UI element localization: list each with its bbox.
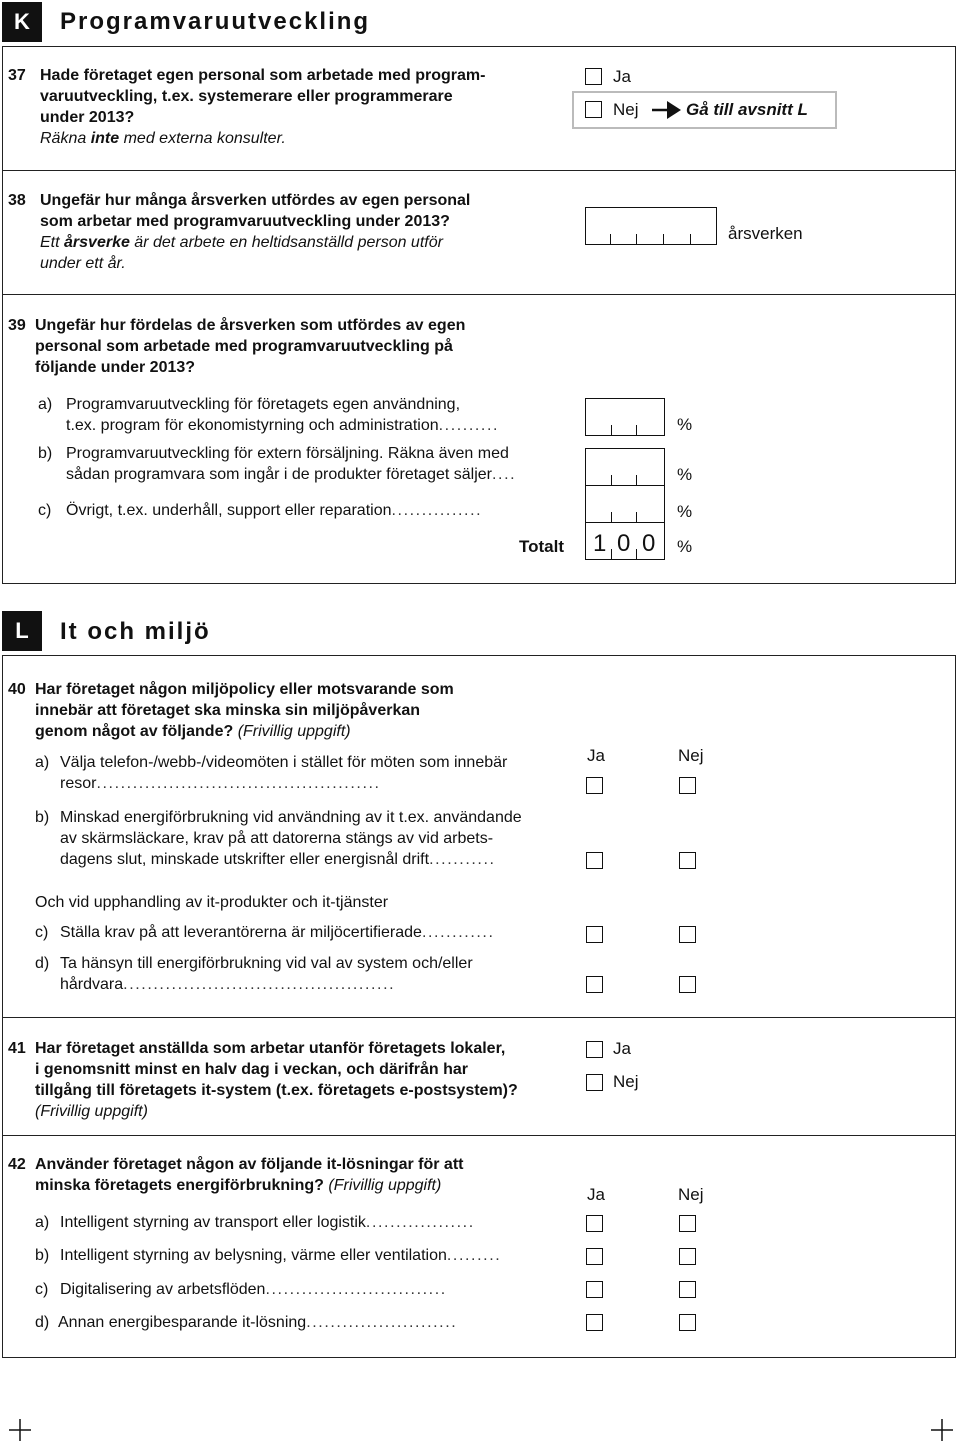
q40c-dots: ............: [421, 924, 495, 941]
q41-line1: Har företaget anställda som arbetar utanför företagets lokaler,: [35, 1040, 506, 1057]
q37-yes-label: Ja: [613, 67, 631, 86]
q40-yes-header: Ja: [587, 746, 605, 765]
q42b-line1: Intelligent styrning av belysning, värme eller ventilation: [60, 1247, 447, 1264]
q42-optional: (Frivillig uppgift): [328, 1177, 442, 1194]
q38-unit-label: årsverken: [728, 224, 803, 243]
q40d-label: d): [35, 955, 50, 972]
q40a-text: [60, 752, 507, 794]
q39c-dots: ...............: [391, 502, 483, 519]
q39-number: 39: [8, 317, 26, 334]
q42a-text: [60, 1212, 475, 1233]
q39b-percent-sign: %: [677, 465, 693, 484]
q41-line3: tillgång till företagets it-system (t.ex. företagets e-postsystem)?: [35, 1082, 518, 1099]
q40b-yes-checkbox[interactable]: [586, 852, 603, 869]
q42d-yes-checkbox[interactable]: [586, 1314, 603, 1331]
q39-line3: följande under 2013?: [35, 359, 196, 376]
q42c-label: c): [35, 1281, 49, 1298]
q40b-text: [60, 807, 522, 870]
crop-mark-right-icon: [930, 1418, 954, 1442]
q39a-label: a): [38, 396, 53, 413]
q40-question: [35, 679, 454, 742]
q42a-yes-checkbox[interactable]: [586, 1215, 603, 1232]
q39a-percent-sign: %: [677, 415, 693, 434]
q41-question: [35, 1038, 518, 1122]
q40a-yes-checkbox[interactable]: [586, 777, 603, 794]
q40-line2: innebär att företaget ska minska sin miljöpåverkan: [35, 702, 421, 719]
q39b-label: b): [38, 445, 53, 462]
q39-total-percent-sign: %: [677, 537, 693, 556]
q42d-label: d): [35, 1314, 50, 1331]
q38-number: 38: [8, 192, 26, 209]
q39-total-digit-3: 0: [642, 530, 656, 557]
q40c-line1: Ställa krav på att leverantörerna är miljöcertifierade: [60, 924, 422, 941]
q40d-line2: hårdvara: [60, 976, 124, 993]
q39b-percent-input[interactable]: [585, 448, 665, 486]
q40-number: 40: [8, 681, 26, 698]
q42b-dots: .........: [446, 1247, 502, 1264]
q39a-percent-input[interactable]: [585, 398, 665, 436]
q39a-text: [66, 394, 499, 436]
q37-number: 37: [8, 67, 26, 84]
q37-line1: Hade företaget egen personal som arbetade med program-: [40, 67, 486, 84]
q37-note-pre: Räkna: [40, 130, 91, 147]
q40d-dots: .............................................: [123, 976, 396, 993]
q40-line3: genom något av följande?: [35, 723, 234, 740]
q42d-no-checkbox[interactable]: [679, 1314, 696, 1331]
q37-no-checkbox[interactable]: [585, 101, 602, 118]
q42a-line1: Intelligent styrning av transport eller logistik: [60, 1214, 366, 1231]
q39-total-label: Totalt: [519, 537, 565, 556]
q38-note-post: är det arbete en heltidsanställd person utför: [129, 234, 443, 251]
q40a-line1: Välja telefon-/webb-/videomöten i stället för möten som innebär: [60, 754, 508, 771]
q39c-line1: Övrigt, t.ex. underhåll, support eller reparation: [66, 502, 392, 519]
q37-line2: varuutveckling, t.ex. systemerare eller programmerare: [40, 88, 453, 105]
q40c-text: [60, 922, 495, 943]
q42a-dots: ..................: [365, 1214, 475, 1231]
q39-line1: Ungefär hur fördelas de årsverken som utfördes av egen: [35, 317, 466, 334]
q38-question: [40, 190, 470, 274]
q42-line2: minska företagets energiförbrukning?: [35, 1177, 324, 1194]
q40a-label: a): [35, 754, 50, 771]
q37-no-label: Nej: [613, 100, 639, 119]
q42c-dots: ..............................: [265, 1281, 447, 1298]
q39c-percent-sign: %: [677, 502, 693, 521]
q41-no-label: Nej: [613, 1072, 639, 1091]
q39c-text: [66, 500, 482, 521]
q42b-yes-checkbox[interactable]: [586, 1248, 603, 1265]
divider-41-42: [2, 1135, 956, 1136]
q38-note-pre: Ett: [40, 234, 65, 251]
q38-note-bold: årsverke: [64, 234, 130, 251]
q42-number: 42: [8, 1156, 26, 1173]
q40d-no-checkbox[interactable]: [679, 976, 696, 993]
q37-question: [40, 65, 485, 149]
q38-line2: som arbetar med programvaruutveckling under 2013?: [40, 213, 450, 230]
q39c-percent-input[interactable]: [585, 485, 665, 523]
q42-line1: Använder företaget någon av följande it-lösningar för att: [35, 1156, 464, 1173]
q41-no-checkbox[interactable]: [586, 1074, 603, 1091]
q42b-no-checkbox[interactable]: [679, 1248, 696, 1265]
arrow-right-icon: [652, 99, 682, 121]
section-l-badge: L: [2, 611, 42, 651]
q41-optional: (Frivillig uppgift): [35, 1103, 148, 1120]
q39a-line2: t.ex. program för ekonomistyrning och administration: [66, 417, 439, 434]
q42c-no-checkbox[interactable]: [679, 1281, 696, 1298]
q40b-dots: ...........: [429, 851, 496, 868]
q39-question: [35, 315, 465, 378]
q42-yes-header: Ja: [587, 1185, 605, 1204]
q40c-no-checkbox[interactable]: [679, 926, 696, 943]
q40a-no-checkbox[interactable]: [679, 777, 696, 794]
q40-line1: Har företaget någon miljöpolicy eller motsvarande som: [35, 681, 454, 698]
q39b-line1: Programvaruutveckling för extern försäljning. Räkna även med: [66, 445, 509, 462]
q42a-label: a): [35, 1214, 50, 1231]
q40a-dots: ...............................................: [96, 775, 381, 792]
q40c-yes-checkbox[interactable]: [586, 926, 603, 943]
q40-subhead: Och vid upphandling av it-produkter och it-tjänster: [35, 894, 389, 911]
q42-no-header: Nej: [678, 1185, 704, 1204]
section-k-title: Programvaruutveckling: [60, 8, 371, 35]
q42b-text: [60, 1245, 501, 1266]
divider-40-41: [2, 1017, 956, 1018]
q42d-dots: .........................: [306, 1314, 458, 1331]
q37-yes-checkbox[interactable]: [585, 68, 602, 85]
q40a-line2: resor: [60, 775, 97, 792]
q40b-line2: av skärmsläckare, krav på att datorerna stängs av vid arbets-: [60, 830, 494, 847]
q39a-line1: Programvaruutveckling för företagets egen användning,: [66, 396, 461, 413]
q37-skip-instruction: Gå till avsnitt L: [686, 100, 808, 119]
q37-note-post: med externa konsulter.: [119, 130, 286, 147]
q38-arsverken-input[interactable]: [585, 207, 717, 245]
q39-line2: personal som arbetade med programvaruutveckling på: [35, 338, 453, 355]
q39-total-digit-2: 0: [617, 530, 631, 557]
q38-note-line2: under ett år.: [40, 255, 126, 272]
q40d-yes-checkbox[interactable]: [586, 976, 603, 993]
divider-37-38: [2, 170, 956, 171]
q40-no-header: Nej: [678, 746, 704, 765]
q37-note-bold: inte: [90, 130, 120, 147]
section-k-badge: K: [2, 2, 42, 42]
q40b-label: b): [35, 809, 50, 826]
q39b-line2: sådan programvara som ingår i de produkter företaget säljer: [66, 466, 492, 483]
q39-total-box: [585, 522, 665, 560]
q40d-text: [60, 953, 473, 995]
q39-total-digit-1: 1: [593, 530, 607, 557]
q39b-text: [66, 443, 516, 485]
q42c-line1: Digitalisering av arbetsflöden: [60, 1281, 266, 1298]
q37-line3: under 2013?: [40, 109, 135, 126]
q38-line1: Ungefär hur många årsverken utfördes av egen personal: [40, 192, 471, 209]
q40c-label: c): [35, 924, 49, 941]
crop-mark-left-icon: [8, 1418, 32, 1442]
q40b-line3: dagens slut, minskade utskrifter eller energisnål drift: [60, 851, 430, 868]
q42-question: [35, 1154, 463, 1196]
divider-38-39: [2, 294, 956, 295]
q40d-line1: Ta hänsyn till energiförbrukning vid val av system och/eller: [60, 955, 473, 972]
q40b-line1: Minskad energiförbrukning vid användning av it t.ex. användande: [60, 809, 522, 826]
q39b-dots: ....: [492, 466, 517, 483]
q41-yes-checkbox[interactable]: [586, 1041, 603, 1058]
q42b-label: b): [35, 1247, 50, 1264]
q42c-text: [60, 1279, 447, 1300]
q40-optional: (Frivillig uppgift): [237, 723, 351, 740]
q41-line2: i genomsnitt minst en halv dag i veckan, och därifrån har: [35, 1061, 468, 1078]
q42d-text: [58, 1312, 457, 1333]
q40b-no-checkbox[interactable]: [679, 852, 696, 869]
section-l-title: It och miljö: [60, 618, 211, 645]
q41-yes-label: Ja: [613, 1039, 631, 1058]
q39a-dots: ..........: [438, 417, 500, 434]
q42c-yes-checkbox[interactable]: [586, 1281, 603, 1298]
q42d-line1: Annan energibesparande it-lösning: [58, 1314, 307, 1331]
q41-number: 41: [8, 1040, 26, 1057]
q37-note: [40, 128, 485, 149]
q39c-label: c): [38, 502, 52, 519]
q42a-no-checkbox[interactable]: [679, 1215, 696, 1232]
q38-note: [40, 232, 470, 253]
